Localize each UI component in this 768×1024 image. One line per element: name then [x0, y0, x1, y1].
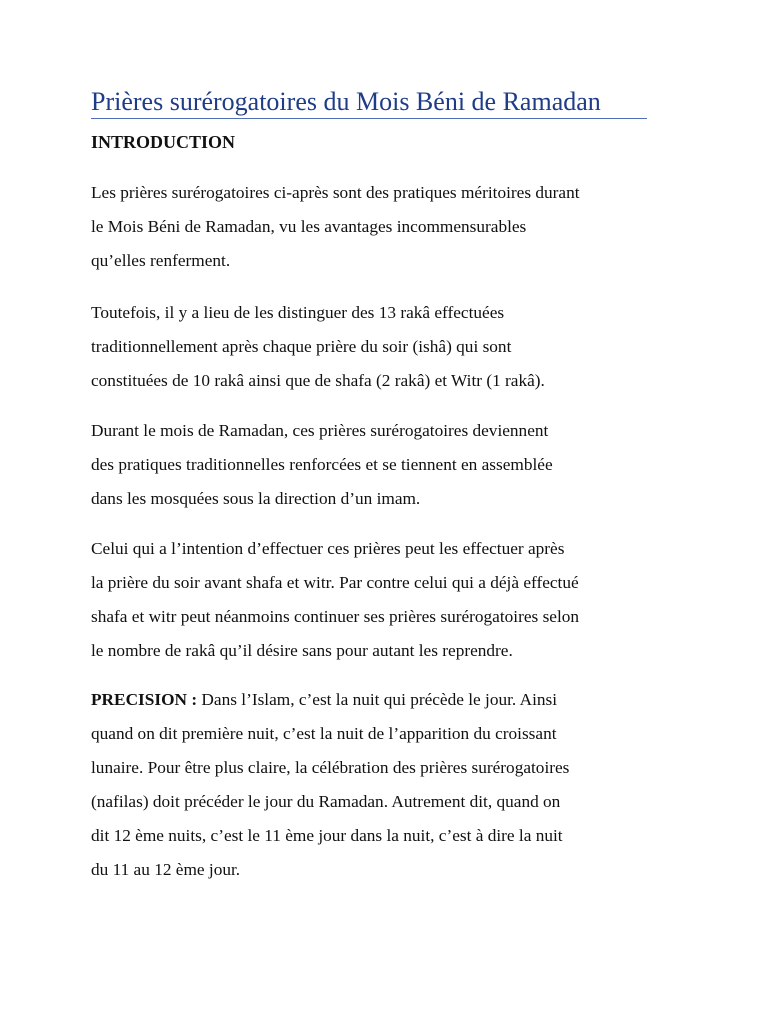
title-underline — [91, 118, 647, 119]
paragraph-line: le nombre de rakâ qu’il désire sans pour autant les reprendre. — [91, 641, 513, 660]
paragraph-line: Toutefois, il y a lieu de les distinguer des 13 rakâ effectuées — [91, 303, 505, 322]
paragraph-line: la prière du soir avant shafa et witr. Par contre celui qui a déjà effectué — [91, 573, 579, 592]
paragraph-line: dit 12 ème nuits, c’est le 11 ème jour dans la nuit, c’est à dire la nuit — [91, 826, 563, 845]
paragraph-line: shafa et witr peut néanmoins continuer ses prières surérogatoires selon — [91, 607, 580, 626]
paragraph-line: quand on dit première nuit, c’est la nuit de l’apparition du croissant — [91, 724, 557, 743]
precision-first-line — [91, 683, 569, 717]
paragraph-4 — [91, 532, 579, 668]
paragraph-line: Les prières surérogatoires ci-après sont des pratiques méritoires durant — [91, 183, 580, 202]
paragraph-line: (nafilas) doit précéder le jour du Ramadan. Autrement dit, quand on — [91, 792, 561, 811]
paragraph-line: Celui qui a l’intention d’effectuer ces prières peut les effectuer après — [91, 539, 565, 558]
paragraph-line: qu’elles renferment. — [91, 251, 231, 270]
paragraph-2 — [91, 296, 545, 398]
document-title: Prières surérogatoires du Mois Béni de Ramadan — [91, 87, 601, 116]
paragraph-line: le Mois Béni de Ramadan, vu les avantages incommensurables — [91, 217, 527, 236]
paragraph-line: des pratiques traditionnelles renforcées et se tiennent en assemblée — [91, 455, 553, 474]
paragraph-line: dans les mosquées sous la direction d’un imam. — [91, 489, 421, 508]
paragraph-line: Durant le mois de Ramadan, ces prières surérogatoires deviennent — [91, 421, 549, 440]
precision-first-line-text: Dans l’Islam, c’est la nuit qui précède le jour. Ainsi — [197, 690, 558, 709]
paragraph-line: lunaire. Pour être plus claire, la célébration des prières surérogatoires — [91, 758, 570, 777]
paragraph-3 — [91, 414, 553, 516]
precision-label: PRECISION : — [91, 690, 198, 709]
paragraph-line: constituées de 10 rakâ ainsi que de shafa (2 rakâ) et Witr (1 rakâ). — [91, 371, 545, 390]
paragraph-line: traditionnellement après chaque prière du soir (ishâ) qui sont — [91, 337, 512, 356]
intro-heading: INTRODUCTION — [91, 132, 236, 152]
precision-paragraph — [91, 683, 569, 887]
paragraph-1 — [91, 176, 580, 278]
paragraph-line: du 11 au 12 ème jour. — [91, 860, 241, 879]
